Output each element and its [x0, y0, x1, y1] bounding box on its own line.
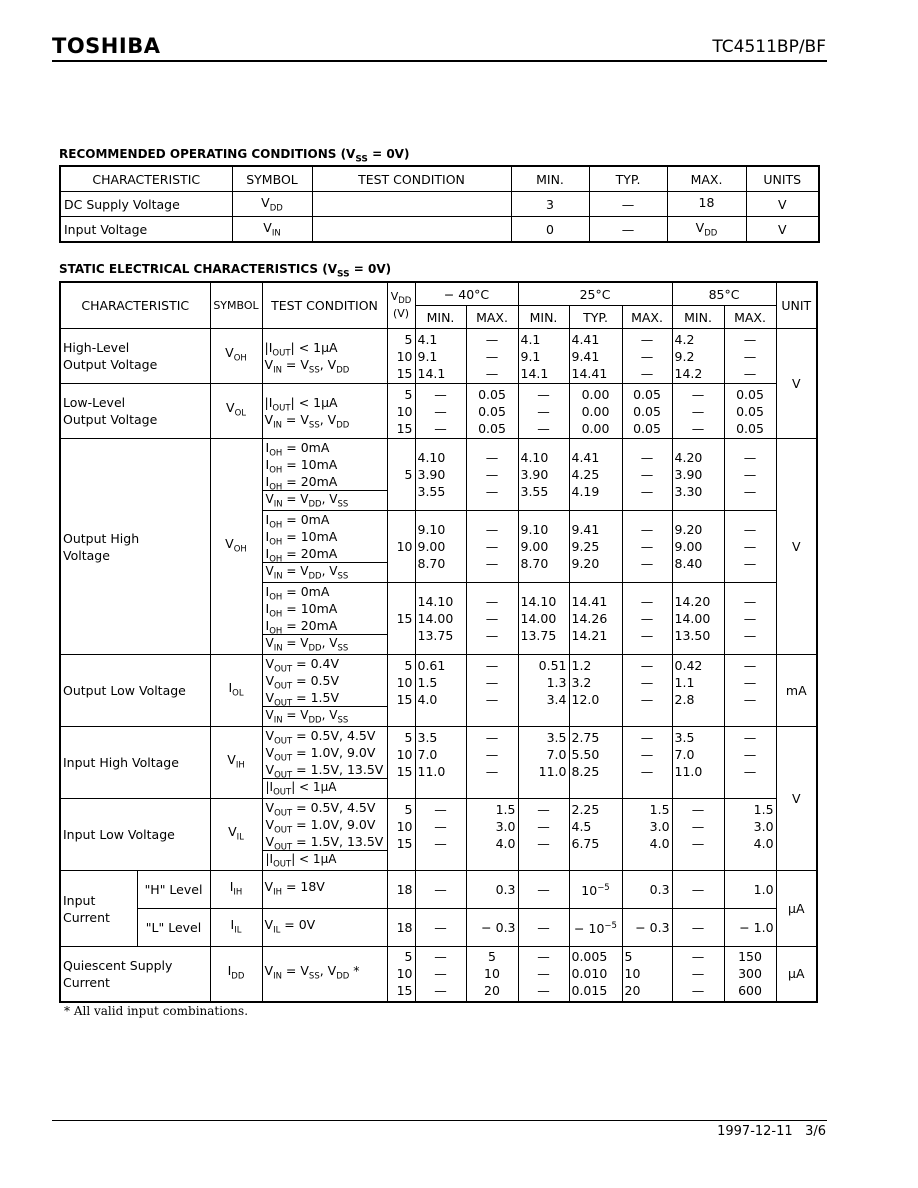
- voh2-char: Output High Voltage: [60, 439, 210, 655]
- voh2-m40-max: — — —: [466, 439, 518, 511]
- iol-25-typ: 1.2 3.2 12.0: [569, 655, 622, 727]
- iol-85-max: — — —: [724, 655, 776, 727]
- iin-char: Input Current: [60, 871, 137, 947]
- footer-rule: [52, 1120, 827, 1121]
- voh-25-typ: 4.41 9.41 14.41: [569, 329, 622, 384]
- iin-h-25-max: 0.3: [622, 871, 672, 909]
- voh2-85-max: — — —: [724, 583, 776, 655]
- iin-l-25-typ: − $10^{-5}$: [569, 909, 622, 947]
- voh2-85-max: — — —: [724, 511, 776, 583]
- table-row: [60, 329, 817, 384]
- vol-cond: $|I_{OUT}| < 1\mu A$ $V_{IN} = V_{SS}$, $V_{DD}$: [262, 384, 387, 439]
- voh-char: High-Level Output Voltage: [60, 329, 210, 384]
- vih-vdd: 5 10 15: [387, 727, 415, 799]
- table-row: [60, 799, 817, 871]
- table-row: [60, 217, 819, 243]
- vol-85-min: — — —: [672, 384, 724, 439]
- vil-char: Input Low Voltage: [60, 799, 210, 871]
- vih-char: Input High Voltage: [60, 727, 210, 799]
- voh-25-max: — — —: [622, 329, 672, 384]
- roc-h-cond: TEST CONDITION: [312, 166, 511, 192]
- voh2-vdd: 10: [387, 511, 415, 583]
- vih-25-min: 3.5 7.0 11.0: [518, 727, 569, 799]
- sec-h-typ: TYP.: [569, 306, 622, 329]
- brand-logo: TOSHIBA: [52, 34, 161, 58]
- iol-85-min: 0.42 1.1 2.8: [672, 655, 724, 727]
- vil-sym: $V_{IL}$: [210, 799, 262, 871]
- vil-vdd: 5 10 15: [387, 799, 415, 871]
- roc-sym: $V_{DD}$: [232, 192, 312, 217]
- voh-m40-min: 4.1 9.1 14.1: [415, 329, 466, 384]
- table-row: [60, 655, 817, 727]
- vi-unit: V: [776, 727, 817, 871]
- iol-25-max: — — —: [622, 655, 672, 727]
- roc-unit: V: [746, 217, 819, 243]
- voh2-85-max: — — —: [724, 439, 776, 511]
- voh2-25-max: — — —: [622, 511, 672, 583]
- voh2-m40-min: 9.10 9.00 8.70: [415, 511, 466, 583]
- voh2-sym: $V_{OH}$: [210, 439, 262, 655]
- roc-table: [59, 165, 820, 243]
- voh2-25-min: 4.10 3.90 3.55: [518, 439, 569, 511]
- sec-header-row-1: [60, 282, 817, 306]
- roc-h-typ: TYP.: [589, 166, 667, 192]
- iin-l-85-max: − 1.0: [724, 909, 776, 947]
- sec-h-min: MIN.: [518, 306, 569, 329]
- voh2-85-min: 9.20 9.00 8.40: [672, 511, 724, 583]
- footnote: * All valid input combinations.: [64, 1004, 249, 1018]
- vol-85-max: 0.05 0.05 0.05: [724, 384, 776, 439]
- voh-sym: $V_{OH}$: [210, 329, 262, 384]
- iin-unit: μA: [776, 871, 817, 947]
- vih-85-min: 3.5 7.0 11.0: [672, 727, 724, 799]
- iin-h-85-min: —: [672, 871, 724, 909]
- roc-char: Input Voltage: [60, 217, 232, 243]
- vih-m40-max: — — —: [466, 727, 518, 799]
- iol-unit: mA: [776, 655, 817, 727]
- roc-title: RECOMMENDED OPERATING CONDITIONS $(V_{SS} = 0V)$: [59, 147, 410, 165]
- idd-85-max: 150 300 600: [724, 947, 776, 1002]
- voh2-cond-5: $I_{OH} = 0mA$ $I_{OH} = 10mA$ $I_{OH} = 20mA$ $V_{IN} = V_{DD}$, $V_{SS}$: [262, 439, 387, 511]
- vih-m40-min: 3.5 7.0 11.0: [415, 727, 466, 799]
- sec-h-vdd: $V_{DD}$ (V): [387, 282, 415, 329]
- voh2-cond-15: $I_{OH} = 0mA$ $I_{OH} = 10mA$ $I_{OH} = 20mA$ $V_{IN} = V_{DD}$, $V_{SS}$: [262, 583, 387, 655]
- idd-char: Quiescent Supply Current: [60, 947, 210, 1002]
- vo-unit: V: [776, 329, 817, 439]
- voh2-m40-max: — — —: [466, 511, 518, 583]
- vih-sym: $V_{IH}$: [210, 727, 262, 799]
- roc-h-sym: SYMBOL: [232, 166, 312, 192]
- roc-cond: [312, 217, 511, 243]
- table-row: [60, 439, 817, 511]
- idd-cond: $V_{IN} = V_{SS}$, $V_{DD}$ *: [262, 947, 387, 1002]
- voh2-vdd: 5: [387, 439, 415, 511]
- sec-h-max: MAX.: [466, 306, 518, 329]
- iin-l-m40-min: —: [415, 909, 466, 947]
- sec-h-unit: UNIT: [776, 282, 817, 329]
- voh2-m40-max: — — —: [466, 583, 518, 655]
- voh2-m40-min: 4.10 3.90 3.55: [415, 439, 466, 511]
- iin-l-85-min: —: [672, 909, 724, 947]
- iin-l-vdd: 18: [387, 909, 415, 947]
- roc-max: 18: [667, 192, 746, 217]
- voh-25-min: 4.1 9.1 14.1: [518, 329, 569, 384]
- iin-h-label: "H" Level: [137, 871, 210, 909]
- vil-cond: $V_{OUT} = 0.5V$, 4.5V $V_{OUT} = 1.0V$, 9.0V $V_{OUT} = 1.5V$, 13.5V $|I_{OUT}| < 1\mu A$: [262, 799, 387, 871]
- idd-m40-min: — — —: [415, 947, 466, 1002]
- vih-25-max: — — —: [622, 727, 672, 799]
- idd-vdd: 5 10 15: [387, 947, 415, 1002]
- voh2-25-min: 14.10 14.00 13.75: [518, 583, 569, 655]
- idd-m40-max: 5 10 20: [466, 947, 518, 1002]
- vil-25-typ: 2.25 4.5 6.75: [569, 799, 622, 871]
- voh2-85-min: 14.20 14.00 13.50: [672, 583, 724, 655]
- sec-title: STATIC ELECTRICAL CHARACTERISTICS $(V_{SS} = 0V)$: [59, 262, 392, 280]
- iin-l-sym: $I_{IL}$: [210, 909, 262, 947]
- voh2-25-typ: 9.41 9.25 9.20: [569, 511, 622, 583]
- vil-25-max: 1.5 3.0 4.0: [622, 799, 672, 871]
- roc-h-units: UNITS: [746, 166, 819, 192]
- iin-h-m40-max: 0.3: [466, 871, 518, 909]
- table-row: [60, 871, 817, 909]
- vol-m40-min: — — —: [415, 384, 466, 439]
- iin-h-vdd: 18: [387, 871, 415, 909]
- iol-m40-min: 0.61 1.5 4.0: [415, 655, 466, 727]
- roc-min: 3: [511, 192, 589, 217]
- table-row: [60, 192, 819, 217]
- voh2-25-max: — — —: [622, 439, 672, 511]
- vil-85-min: — — —: [672, 799, 724, 871]
- sec-table: [59, 281, 818, 1003]
- vil-25-min: — — —: [518, 799, 569, 871]
- idd-25-typ: 0.005 0.010 0.015: [569, 947, 622, 1002]
- voh2-vdd: 15: [387, 583, 415, 655]
- voh-vdd: 5 10 15: [387, 329, 415, 384]
- idd-sym: $I_{DD}$: [210, 947, 262, 1002]
- sec-h-t1: − 40°C: [415, 282, 518, 306]
- voh-cond: $|I_{OUT}| < 1\mu A$ $V_{IN} = V_{SS}$, $V_{DD}$: [262, 329, 387, 384]
- roc-unit: V: [746, 192, 819, 217]
- vih-cond: $V_{OUT} = 0.5V$, 4.5V $V_{OUT} = 1.0V$, 9.0V $V_{OUT} = 1.5V$, 13.5V $|I_{OUT}| < 1\mu A$: [262, 727, 387, 799]
- roc-typ: —: [589, 192, 667, 217]
- vil-85-max: 1.5 3.0 4.0: [724, 799, 776, 871]
- vil-m40-max: 1.5 3.0 4.0: [466, 799, 518, 871]
- iol-char: Output Low Voltage: [60, 655, 210, 727]
- table-row: [60, 727, 817, 799]
- iol-m40-max: — — —: [466, 655, 518, 727]
- roc-min: 0: [511, 217, 589, 243]
- sec-h-cond: TEST CONDITION: [262, 282, 387, 329]
- iin-l-label: "L" Level: [137, 909, 210, 947]
- vol-25-min: — — —: [518, 384, 569, 439]
- vol-25-max: 0.05 0.05 0.05: [622, 384, 672, 439]
- iol-25-min: 0.51 1.3 3.4: [518, 655, 569, 727]
- iin-l-cond: $V_{IL} = 0V$: [262, 909, 387, 947]
- footer-date-page: 1997-12-11 3/6: [717, 1124, 826, 1139]
- iin-l-25-min: —: [518, 909, 569, 947]
- iin-l-m40-max: − 0.3: [466, 909, 518, 947]
- roc-cond: [312, 192, 511, 217]
- sec-h-t2: 25°C: [518, 282, 672, 306]
- voh2-25-max: — — —: [622, 583, 672, 655]
- part-number: TC4511BP/BF: [712, 37, 826, 57]
- voh-m40-max: — — —: [466, 329, 518, 384]
- sec-h-min: MIN.: [415, 306, 466, 329]
- roc-h-max: MAX.: [667, 166, 746, 192]
- vol-m40-max: 0.05 0.05 0.05: [466, 384, 518, 439]
- iol-vdd: 5 10 15: [387, 655, 415, 727]
- voh2-m40-min: 14.10 14.00 13.75: [415, 583, 466, 655]
- roc-typ: —: [589, 217, 667, 243]
- roc-h-char: CHARACTERISTIC: [60, 166, 232, 192]
- iol-cond: $V_{OUT} = 0.4V$ $V_{OUT} = 0.5V$ $V_{OUT} = 1.5V$ $V_{IN} = V_{DD}$, $V_{SS}$: [262, 655, 387, 727]
- vil-m40-min: — — —: [415, 799, 466, 871]
- voh-85-min: 4.2 9.2 14.2: [672, 329, 724, 384]
- roc-header-row: [60, 166, 819, 192]
- vih-85-max: — — —: [724, 727, 776, 799]
- vih-25-typ: 2.75 5.50 8.25: [569, 727, 622, 799]
- voh2-85-min: 4.20 3.90 3.30: [672, 439, 724, 511]
- roc-max: $V_{DD}$: [667, 217, 746, 243]
- sec-h-sym: SYMBOL: [210, 282, 262, 329]
- idd-25-min: — — —: [518, 947, 569, 1002]
- header-rule: [52, 60, 827, 62]
- iin-h-85-max: 1.0: [724, 871, 776, 909]
- table-row: [60, 947, 817, 1002]
- vol-char: Low-Level Output Voltage: [60, 384, 210, 439]
- sec-h-t3: 85°C: [672, 282, 776, 306]
- vol-25-typ: 0.00 0.00 0.00: [569, 384, 622, 439]
- iin-h-25-typ: $10^{-5}$: [569, 871, 622, 909]
- voh2-25-typ: 4.41 4.25 4.19: [569, 439, 622, 511]
- voh2-cond-10: $I_{OH} = 0mA$ $I_{OH} = 10mA$ $I_{OH} = 20mA$ $V_{IN} = V_{DD}$, $V_{SS}$: [262, 511, 387, 583]
- iin-h-25-min: —: [518, 871, 569, 909]
- iin-h-m40-min: —: [415, 871, 466, 909]
- sec-h-max: MAX.: [622, 306, 672, 329]
- table-row: [60, 909, 817, 947]
- sec-h-min: MIN.: [672, 306, 724, 329]
- iol-sym: $I_{OL}$: [210, 655, 262, 727]
- idd-25-max: 5 10 20: [622, 947, 672, 1002]
- roc-sym: $V_{IN}$: [232, 217, 312, 243]
- voh-85-max: — — —: [724, 329, 776, 384]
- roc-char: DC Supply Voltage: [60, 192, 232, 217]
- voh2-unit: V: [776, 439, 817, 655]
- iin-h-sym: $I_{IH}$: [210, 871, 262, 909]
- voh2-25-min: 9.10 9.00 8.70: [518, 511, 569, 583]
- idd-85-min: — — —: [672, 947, 724, 1002]
- sec-h-max: MAX.: [724, 306, 776, 329]
- idd-unit: μA: [776, 947, 817, 1002]
- iin-l-25-max: − 0.3: [622, 909, 672, 947]
- voh2-25-typ: 14.41 14.26 14.21: [569, 583, 622, 655]
- vol-sym: $V_{OL}$: [210, 384, 262, 439]
- vol-vdd: 5 10 15: [387, 384, 415, 439]
- roc-h-min: MIN.: [511, 166, 589, 192]
- table-row: [60, 384, 817, 439]
- iin-h-cond: $V_{IH} = 18V$: [262, 871, 387, 909]
- sec-h-char: CHARACTERISTIC: [60, 282, 210, 329]
